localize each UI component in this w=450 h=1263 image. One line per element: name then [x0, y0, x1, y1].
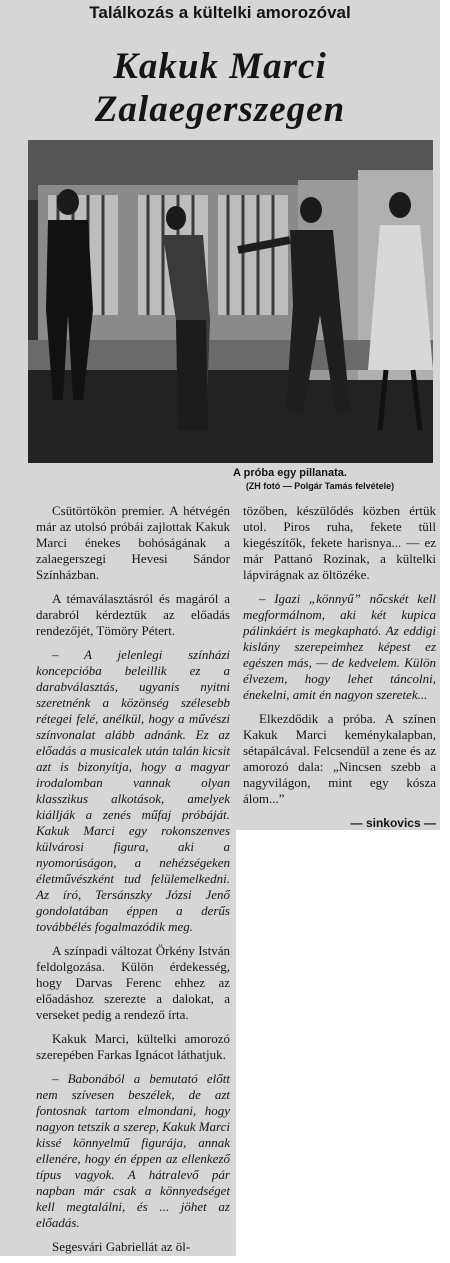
right-column [243, 503, 436, 831]
paragraph: tözőben, készülődés közben értük utol. Piros ruha, fekete tüll kiegészítők, fekete harisnya... — ez már Pattanó Rozinak, a kültelki lápvirágnak az öltözéke. [243, 503, 436, 582]
paragraph: – A jelenlegi színházi koncepcióba beleillik ez a darabválasztás, ugyanis nyitni szeretnénk a közönség szélesebb rétegei felé, anélkül, hogy a művészi színvonalat alább adnánk. Ez az előadás a musicalek után talán kicsit azt is bizonyítja, hogy a magyar irodalomban vannak olyan klasszikus alkotások, amelyek kiállják a zenés műfaj próbáját. Kakuk Marci egy rokonszenves külvárosi figura, aki a nyomorúságon, a nehézségeken életművészként tud felülemelkedni. Az író, Tersánszky Józsi Jenő gondolatában éppen a derűs továbbélés fogalmazódik meg. [36, 647, 230, 934]
paragraph: A témaválasztásról és magáról a darabról kérdeztük az előadás rendezőjét, Tömöry Pétert. [36, 591, 230, 638]
clipping-cutout [236, 830, 450, 1256]
rehearsal-photo [28, 140, 433, 463]
headline-line-1: Kakuk Marci [113, 46, 327, 87]
author-signature: — sinkovics — [350, 816, 436, 830]
paragraph: Kakuk Marci, kültelki amorozó szerepében Farkas Ignácot láthatjuk. [36, 1031, 230, 1062]
article-kicker: Találkozás a kültelki amorozóval [89, 3, 351, 22]
paragraph: A színpadi változat Örkény István feldolgozása. Külön érdekesség, hogy Darvas Ferenc ehhez az előadáshoz szerezte a dalokat, a verseket pedig a rendező írta. [36, 943, 230, 1022]
paragraph: Segesvári Gabriellát az öl- [52, 1239, 191, 1254]
photo-caption: A próba egy pillanata. [233, 467, 347, 479]
left-column [36, 503, 230, 1263]
paragraph: Elkezdődik a próba. A színen Kakuk Marci keménykalapban, sétapálcával. Felcsendül a zene és az amorozó dala: „Nincsen szebb a nagyvilágon, mint egy kósza álom...” [243, 711, 436, 806]
paragraph: – Igazi „könnyű” nőcskét kell megformálnom, aki két kupica pálinkáért is megkapható. Az eddigi kislány szerepeimhez képest ez egészen más, — de kedvelem. Külön élvezem, hogy lehet táncolni, énekelni, amit én nagyon szeretek... [243, 591, 436, 702]
paragraph: Csütörtökön premier. A hétvégén már az utolsó próbái zajlottak Kakuk Marci énekes bohóságának a zalaegerszegi Hevesi Sándor Színházban. [36, 503, 230, 582]
headline-line-2: Zalaegerszegen [94, 89, 346, 130]
photo-credit: (ZH fotó — Polgár Tamás felvétele) [245, 481, 395, 491]
paragraph: – Babonából a bemutató előtt nem szívesen beszélek, de azt fontosnak tartom elmondani, hogy nagyon tetszik a szerep, Kakuk Marci kissé könnyelmű figurája, annak ellenére, hogy én éppen az ellenkező típus vagyok. A hátralevő pár napban már csak a könnyedséget kell megtalálni, és ... jöhet az előadás. [36, 1071, 230, 1230]
